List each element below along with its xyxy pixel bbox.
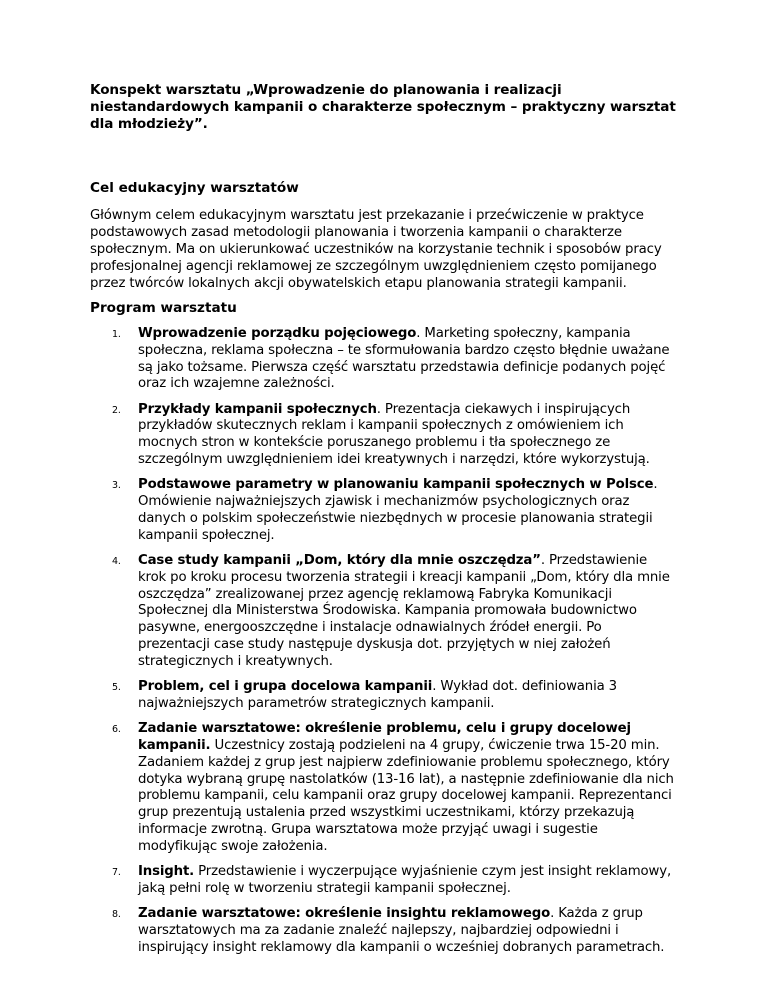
goal-heading: Cel edukacyjny warsztatów — [90, 180, 299, 196]
list-item — [90, 906, 676, 956]
list-item — [90, 477, 676, 544]
program-list — [90, 326, 676, 957]
document-title: Konspekt warsztatu „Wprowadzenie do planowania i realizacji niestandardowych kampanii o charakterze społecznym – praktyczny warsztat dla młodzieży”. — [90, 82, 676, 132]
item-text: . Marketing społeczny, kampania społeczna, reklama społeczna – te sformułowania bardzo często błędnie uważane są jako tożsame. Pierwsza część warsztatu przedstawia definicje podanych pojęć oraz ich wzajemne zależności. — [138, 326, 670, 392]
item-lead: Wprowadzenie porządku pojęciowego — [138, 326, 417, 341]
item-lead: Problem, cel i grupa docelowa kampanii — [138, 679, 433, 695]
item-number: 2. — [112, 404, 121, 416]
item-text: . Wykład dot. definiowania 3 najważniejszych parametrów strategicznych kampanii. — [138, 679, 617, 711]
list-item — [90, 721, 676, 855]
list-item — [90, 553, 676, 671]
item-text: Przedstawienie i wyczerpujące wyjaśnienie czym jest insight reklamowy, jaką pełni rolę w tworzeniu strategii kampanii społecznej. — [138, 864, 672, 896]
list-item — [90, 402, 676, 469]
document-page — [90, 82, 676, 965]
item-lead: Zadanie warsztatowe: określenie insightu reklamowego — [138, 906, 551, 922]
list-item — [90, 679, 676, 713]
item-number: 6. — [112, 724, 121, 736]
item-text: . Przedstawienie krok po kroku procesu tworzenia strategii i kreacji kampanii „Dom, który dla mnie oszczędza” zrealizowanej przez agencję reklamową Fabryka Komunikacji Społecznej dla Ministerstwa Środowiska. Kampania promowała budownictwo pasywne, energooszczędne i instalacje odnawialnych źródeł energii. Po prezentacji case study następuje dyskusja dot. przyjętych w niej założeń strategicznych i kreatywnych. — [138, 553, 670, 669]
item-number: 5. — [112, 682, 121, 694]
item-lead: Case study kampanii „Dom, który dla mnie oszczędza” — [138, 553, 541, 569]
goal-text: Głównym celem edukacyjnym warsztatu jest przekazanie i przećwiczenie w praktyce podstawowych zasad metodologii planowania i tworzenia kampanii o charakterze społecznym. Ma on ukierunkować uczestników na korzystanie technik i sposobów pracy profesjonalnej agencji reklamowej ze szczególnym uwzględnieniem często pomijanego przez twórców lokalnych akcji obywatelskich etapu planowania strategii kampanii. — [90, 208, 662, 291]
item-number: 4. — [112, 556, 121, 568]
item-number: 1. — [112, 329, 121, 340]
item-number: 3. — [112, 480, 121, 492]
list-item — [90, 326, 676, 393]
item-number: 8. — [112, 909, 121, 921]
item-text: . Omówienie najważniejszych zjawisk i mechanizmów psychologicznych oraz danych o polskim społeczeństwie niezbędnych w procesie planowania strategii kampanii społecznej. — [138, 477, 658, 543]
item-text: Uczestnicy zostają podzieleni na 4 grupy, ćwiczenie trwa 15-20 min. Zadaniem każdej z grup jest najpierw zdefiniowanie problemu społecznego, który dotyka wybraną grupę nastolatków (13-16 lat), a następnie zdefiniowanie dla nich problemu kampanii, celu kampanii oraz grupy docelowej kampanii. Reprezentanci grup prezentują ustalenia przed wszystkimi uczestnikami, którzy przekazują informacje zwrotną. Grupa warsztatowa może przyjąć uwagi i sugestie modyfikując swoje założenia. — [138, 738, 674, 854]
item-text: . Prezentacja ciekawych i inspirujących przykładów skutecznych reklam i kampanii społecznych z omówieniem ich mocnych stron w kontekście poruszanego problemu i tła społecznego ze szczególnym uwzględnieniem idei kreatywnych i narzędzi, które wykorzystują. — [138, 401, 650, 468]
program-heading: Program warsztatu — [90, 300, 237, 316]
item-text: . Każda z grup warsztatowych ma za zadanie znaleźć najlepszy, najbardziej odpowiedni i inspirujący insight reklamowy dla kampanii o wcześniej dobranych parametrach. — [138, 906, 665, 955]
item-number: 7. — [112, 867, 121, 879]
list-item — [90, 864, 676, 898]
item-lead: Podstawowe parametry w planowaniu kampanii społecznych w Polsce — [138, 477, 654, 493]
item-lead: Zadanie warsztatowe: określenie problemu, celu i grupy docelowej kampanii. — [138, 721, 631, 754]
item-lead: Przykłady kampanii społecznych — [138, 401, 377, 417]
item-lead: Insight. — [138, 864, 195, 880]
